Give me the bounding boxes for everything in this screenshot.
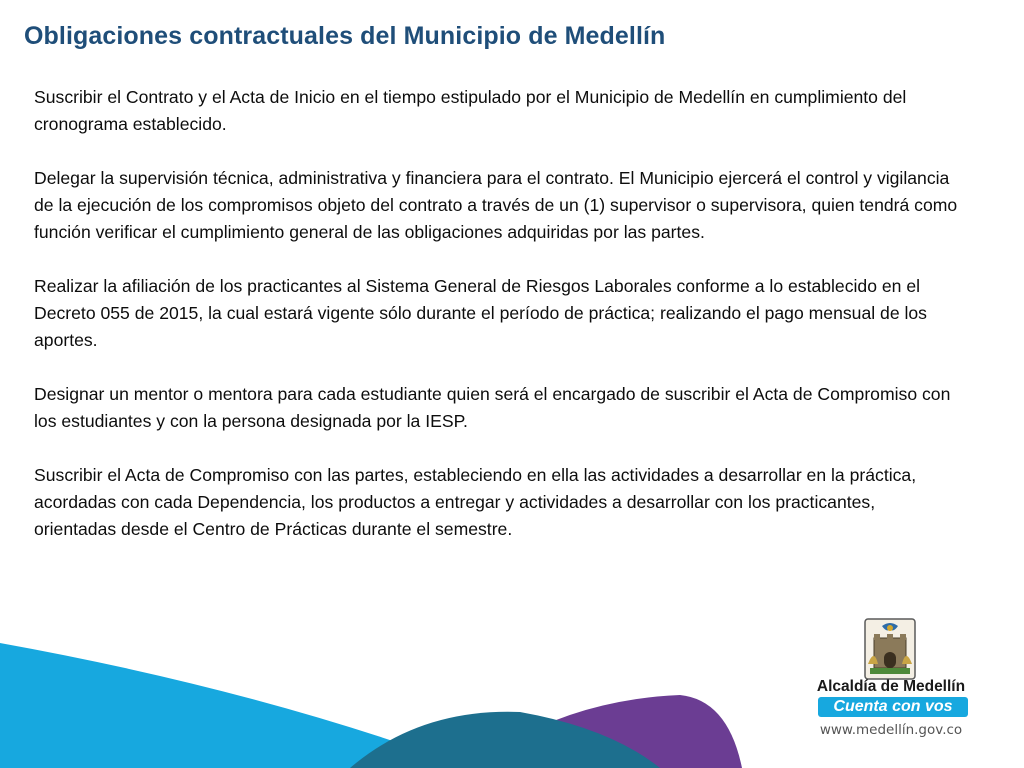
slide-title: Obligaciones contractuales del Municipio de Medellín (24, 22, 666, 50)
logo-name: Alcaldía de Medellín (816, 678, 966, 695)
medellin-crest-icon (864, 618, 916, 680)
logo-url[interactable]: www.medellín.gov.co (819, 722, 963, 738)
obligations-list (34, 84, 959, 570)
obligation-paragraph: Realizar la afiliación de los practicantes al Sistema General de Riesgos Laborales conforme a lo establecido en el Decreto 055 de 2015, la cual estará vigente sólo durante el período de práctica; realizando el pago mensual de los aportes. (34, 276, 927, 350)
obligation-paragraph: Designar un mentor o mentora para cada estudiante quien será el encargado de suscribir el Acta de Compromiso con los estudiantes y con la persona designada por la IESP. (34, 384, 951, 431)
obligation-paragraph: Delegar la supervisión técnica, administrativa y financiera para el contrato. El Municipio ejercerá el control y vigilancia de la ejecución de los compromisos objeto del contrato a través de un (1) supervisor o supervisora, quien tendrá como función verificar el cumplimiento general de las obligaciones adquiridas por las partes. (34, 168, 958, 242)
alcaldia-logo (808, 618, 974, 748)
logo-slogan: Cuenta con vos (818, 697, 968, 717)
obligation-paragraph: Suscribir el Acta de Compromiso con las partes, estableciendo en ella las actividades a desarrollar en la práctica, acordadas con cada Dependencia, los productos a entregar y actividades a desarrollar con los practicantes, orientadas desde el Centro de Prácticas durante el semestre. (34, 465, 917, 539)
obligation-paragraph: Suscribir el Contrato y el Acta de Inicio en el tiempo estipulado por el Municipio de Medellín en cumplimiento del cronograma establecido. (34, 87, 907, 134)
